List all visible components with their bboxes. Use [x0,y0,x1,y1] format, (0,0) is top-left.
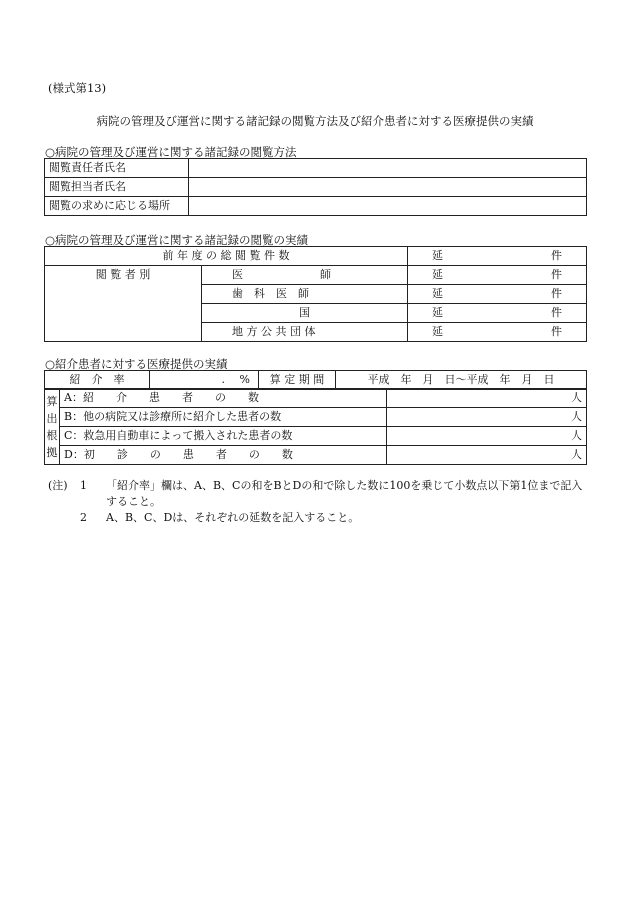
calc-period-value[interactable]: 平成 年 月 日～平成 年 月 日 [336,371,587,390]
item-a-count[interactable]: 人 [387,389,587,408]
table-row [45,427,587,446]
viewer-dentist-label: 歯 科 医 師 [202,285,408,304]
viewer-doctor-label: 医 師 [202,266,408,285]
viewing-staff-value[interactable] [189,178,587,197]
note-2-text: A、B、C、Dは、それぞれの延数を記入すること。 [106,511,360,524]
notes-prefix: (注) [48,479,68,492]
calc-period-label: 算 定 期 間 [259,371,336,390]
table-row [45,446,587,465]
total-views-label: 前 年 度 の 総 閲 覧 件 数 [45,247,408,266]
note-1 [48,478,593,510]
viewer-local-gov-count[interactable]: 延 件 [408,323,587,342]
table-row [45,408,587,427]
table-row [45,266,587,285]
table-row [45,197,587,216]
viewer-local-gov-label: 地 方 公 共 団 体 [202,323,408,342]
referral-rate-label: 紹 介 率 [45,371,150,390]
total-views-cell[interactable]: 延 件 [408,247,587,266]
viewing-place-label: 閲覧の求めに応じる場所 [45,197,189,216]
item-b-label: B：他の病院又は診療所に紹介した患者の数 [60,408,387,427]
item-d-label: D：初 診 の 患 者 の 数 [60,446,387,465]
item-b-count[interactable]: 人 [387,408,587,427]
table-row [45,389,587,408]
viewing-record-table [44,246,587,342]
table-row [45,371,587,390]
viewer-national-label: 国 [202,304,408,323]
note-2-number: 2 [80,511,87,524]
section1-heading: ○病院の管理及び運営に関する諸記録の閲覧方法 [45,145,297,159]
section3-heading: ○紹介患者に対する医療提供の実績 [45,357,228,371]
viewing-manager-label: 閲覧責任者氏名 [45,159,189,178]
calc-basis-label: 算 出 根 拠 [45,389,60,465]
item-a-label: A：紹 介 患 者 の 数 [60,389,387,408]
note-1-text: 「紹介率」欄は、A、B、Cの和をBとDの和で除した数に100を乗じて小数点以下第1位まで記入すること。 [106,479,583,508]
viewer-doctor-count[interactable]: 延 件 [408,266,587,285]
referral-rate-table [44,370,587,390]
by-viewer-label: 閲 覧 者 別 [45,266,202,342]
item-c-label: C：救急用自動車によって搬入された患者の数 [60,427,387,446]
note-2 [48,510,593,526]
note-1-number: 1 [80,479,87,492]
item-d-count[interactable]: 人 [387,446,587,465]
viewing-place-value[interactable] [189,197,587,216]
referral-rate-value[interactable]: . % [150,371,259,390]
table-row [45,159,587,178]
section2-heading: ○病院の管理及び運営に関する諸記録の閲覧の実績 [45,233,309,247]
viewer-national-count[interactable]: 延 件 [408,304,587,323]
item-c-count[interactable]: 人 [387,427,587,446]
notes [48,478,593,526]
form-number: (様式第13) [48,81,107,95]
calc-basis-table [44,388,587,465]
viewing-method-table [44,158,587,216]
table-row [45,247,587,266]
table-row [45,178,587,197]
viewing-manager-value[interactable] [189,159,587,178]
viewing-staff-label: 閲覧担当者氏名 [45,178,189,197]
document-title: 病院の管理及び運営に関する諸記録の閲覧方法及び紹介患者に対する医療提供の実績 [96,114,534,128]
viewer-dentist-count[interactable]: 延 件 [408,285,587,304]
